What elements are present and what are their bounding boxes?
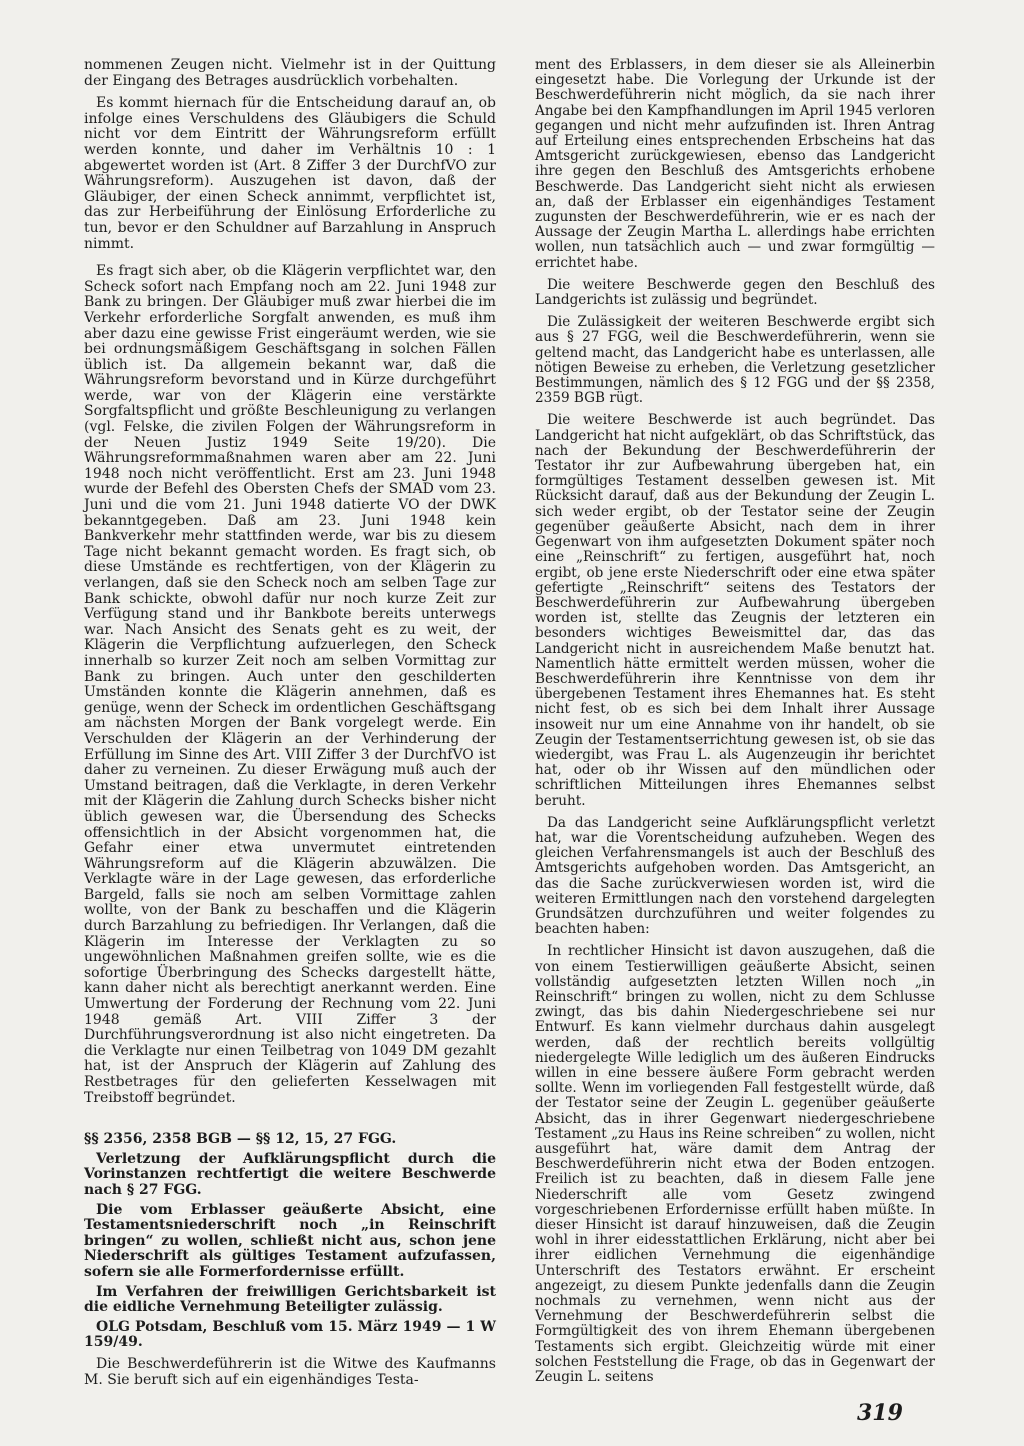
paragraph: In rechtlicher Hinsicht ist davon auszugehen, daß die von einem Testierwilligen geäußerte Absicht, seinen vollständig aufgesetzten letzten Willen noch „in Reinschrift“ bringen zu wollen, nicht zu dem Schlusse zwingt, das bis dahin Niedergeschriebene sei nur Entwurf. Es kann vielmehr durchaus dahin ausgelegt werden, daß der rechtlich bereits vollgültig niedergelegte Wille lediglich um des äußeren Eindrucks willen in eine bessere äußere Form gebracht werden sollte. Wenn im vorliegenden Fall festgestellt würde, daß der Testator seine der Zeugin L. gegenüber geäußerte Absicht, das in ihrer Gegenwart niedergeschriebene Testament „zu Haus ins Reine schreiben“ zu wollen, nicht ausgeführt hat, wäre damit dem Antrag der Beschwerdeführerin nicht etwa der Boden entzogen. Freilich ist zu beachten, daß in diesem Falle jene Niederschrift alle vom Gesetz zwingend vorgeschriebenen Erfordernisse erfüllt haben müßte. In dieser Hinsicht ist darauf hinzuweisen, daß die Zeugin wohl in ihrer eidesstattlichen Erklärung, nicht aber bei ihrer eidlichen Vernehmung die eigenhändige Unterschrift des Testators erwähnt. Er erscheint angezeigt, zu diesem Punkte jedenfalls dann die Zeugin nochmals zu vernehmen, wenn nicht aus der Vernehmung der Beschwerdeführerin selbst die Formgültigkeit des von ihrem Ehemann übergebenen Testaments sich ergibt. Gleichzeitig würde mit einer solchen Feststellung die Frage, ob das in Gegenwart der Zeugin L. seitens xyxy=(535,943,935,1386)
headnote-summary: Im Verfahren der freiwilligen Gerichtsbarkeit ist die eidliche Vernehmung Beteiligter zulässig. xyxy=(84,1283,496,1316)
paragraph: Da das Landgericht seine Aufklärungspflicht verletzt hat, war die Vorentscheidung aufzuheben. Wegen des gleichen Verfahrensmangels ist auch der Beschluß des Amtsgerichts aufgehoben worden. Das Amtsgericht, an das die Sache zurückverwiesen worden ist, wird die weiteren Ermittlungen nach den vorstehend dargelegten Grundsätzen durchzuführen und weiter folgendes zu beachten haben: xyxy=(535,814,935,938)
paragraph: nommenen Zeugen nicht. Vielmehr ist in der Quittung der Eingang des Betrages ausdrücklich vorbehalten. xyxy=(84,57,496,89)
headnote-summary: Verletzung der Aufklärungspflicht durch die Vorinstanzen rechtfertigt die weitere Beschwerde nach § 27 FGG. xyxy=(84,1150,496,1198)
paragraph: Es kommt hiernach für die Entscheidung darauf an, ob infolge eines Verschuldens des Gläubigers die Schuld nicht vor dem Eintritt der Währungsreform erfüllt werden konnte, und daher im Verhältnis 10 : 1 abgewertet worden ist (Art. 8 Ziffer 3 der DurchfVO zur Währungsreform). Auszugehen ist davon, daß der Gläubiger, der einen Scheck annimmt, verpflichtet ist, das zur Herbeiführung der Einlösung Erforderliche zu tun, bevor er den Schuldner auf Barzahlung in Anspruch nimmt. xyxy=(84,95,496,252)
paragraph: Die Zulässigkeit der weiteren Beschwerde ergibt sich aus § 27 FGG, weil die Beschwerdeführerin, wenn sie geltend macht, das Landgericht habe es unterlassen, alle nötigen Beweise zu erheben, die Verletzung gesetzlicher Bestimmungen, nämlich des § 12 FGG und der §§ 2358, 2359 BGB rügt. xyxy=(535,314,935,407)
page-number: 319 xyxy=(857,1400,903,1426)
statute-heading: §§ 2356, 2358 BGB — §§ 12, 15, 27 FGG. xyxy=(84,1131,397,1148)
right-column xyxy=(535,58,935,1392)
paragraph: Die Beschwerdeführerin ist die Witwe des Kaufmanns M. Sie beruft sich auf ein eigenhändiges Testa- xyxy=(84,1355,496,1388)
court-citation: OLG Potsdam, Beschluß vom 15. März 1949 — 1 W 159/49. xyxy=(84,1318,496,1351)
paragraph: ment des Erblassers, in dem dieser sie als Alleinerbin eingesetzt habe. Die Vorlegung der Urkunde ist der Beschwerdeführerin nicht möglich, da sie nach ihrer Angabe bei den Kampfhandlungen im April 1945 verloren gegangen und nicht mehr aufzufinden ist. Ihren Antrag auf Erteilung eines entsprechenden Erbscheins hat das Amtsgericht zurückgewiesen, ebenso das Landgericht ihre gegen den Beschluß des Amtsgerichts erhobene Beschwerde. Das Landgericht sieht nicht als erwiesen an, daß der Erblasser ein eigenhändiges Testament zugunsten der Beschwerdeführerin, wie er es nach der Aussage der Zeugin Martha L. allerdings habe errichten wollen, nun tatsächlich auch — und zwar formgültig — errichtet habe. xyxy=(535,57,935,271)
paragraph: Die weitere Beschwerde ist auch begründet. Das Landgericht hat nicht aufgeklärt, ob das Schriftstück, das nach der Bekundung der Beschwerdeführerin der Testator ihr zur Aufbewahrung übergeben hat, ein formgültiges Testament desselben gewesen ist. Mit Rücksicht darauf, daß aus der Bekundung der Zeugin L. sich weder ergibt, ob der Testator seine der Zeugin gegenüber geäußerte Absicht, nach dem in ihrer Gegenwart von ihm aufgesetzten Dokument später noch eine „Reinschrift“ zu fertigen, ausgeführt hat, noch ergibt, ob jene erste Niederschrift oder eine etwa später gefertigte „Reinschrift“ seitens des Testators der Beschwerdeführerin zur Aufbewahrung übergeben worden ist, stellte das Zeugnis der letzteren ein besonders wichtiges Beweismittel dar, das das Landgericht nicht in ausreichendem Maße benutzt hat. Namentlich hätte ermittelt werden müssen, woher die Beschwerdeführerin ihre Kenntnisse von dem ihr übergebenen Testament ihres Ehemannes hat. Es steht nicht fest, ob es sich bei dem Inhalt ihrer Aussage insoweit nur um eine Annahme von ihr handelt, ob sie Zeugin der Testamentserrichtung gewesen ist, ob sie das wiedergibt, was Frau L. als Augenzeugin ihr berichtet hat, oder ob ihr Wissen auf den mündlichen oder schriftlichen Mitteilungen ihres Ehemannes selbst beruht. xyxy=(535,412,935,809)
paragraph: Es fragt sich aber, ob die Klägerin verpflichtet war, den Scheck sofort nach Empfang noch am 22. Juni 1948 zur Bank zu bringen. Der Gläubiger muß zwar hierbei die im Verkehr erforderliche Sorgfalt anwenden, es muß ihm aber dazu eine gewisse Frist eingeräumt werden, wie sie bei ordnungsmäßigem Geschäftsgang in solchen Fällen üblich ist. Da allgemein bekannt war, daß die Währungsreform bevorstand und in Kürze durchgeführt werde, war von der Klägerin eine verstärkte Sorgfaltspflicht und größte Beschleunigung zu verlangen (vgl. Felske, die zivilen Folgen der Währungsreform in der Neuen Justiz 1949 Seite 19/20). Die Währungsreformmaßnahmen waren aber am 22. Juni 1948 noch nicht veröffentlicht. Erst am 23. Juni 1948 wurde der Befehl des Obersten Chefs der SMAD vom 23. Juni und die vom 21. Juni 1948 datierte VO der DWK bekanntgegeben. Daß am 23. Juni 1948 kein Bankverkehr mehr stattfinden werde, war bis zu diesem Tage nicht bekannt gemacht worden. Es fragt sich, ob diese Umstände es rechtfertigen, von der Klägerin zu verlangen, daß sie den Scheck noch am selben Tage zur Bank schickte, obwohl dafür nur noch kurze Zeit zur Verfügung stand und ihr Bankbote bereits unterwegs war. Nach Ansicht des Senats geht es zu weit, der Klägerin die Verpflichtung aufzuerlegen, den Scheck innerhalb so kurzer Zeit noch am selben Vormittag zur Bank zu bringen. Auch unter den geschilderten Umständen konnte die Klägerin annehmen, daß es genüge, wenn der Scheck im ordentlichen Geschäftsgang am nächsten Morgen der Bank vorgelegt werde. Ein Verschulden der Klägerin an der Verhinderung der Erfüllung im Sinne des Art. VIII Ziffer 3 der DurchfVO ist daher zu verneinen. Zu dieser Erwägung muß auch der Umstand beitragen, daß die Verklagte, in deren Verkehr mit der Klägerin die Zahlung durch Schecks bisher nicht üblich gewesen war, die Übersendung des Schecks offensichtlich in der Absicht vorgenommen hat, die Gefahr einer etwa unvermutet eintretenden Währungsreform auf die Klägerin abzuwälzen. Die Verklagte wäre in der Lage gewesen, das erforderliche Bargeld, falls sie noch am selben Vormittage zahlen wollte, von der Bank zu beschaffen und die Klägerin durch Barzahlung zu befriedigen. Ihr Verlangen, daß die Klägerin im Interesse der Verklagten zu so ungewöhnlichen Maßnahmen greifen sollte, wie es die sofortige Überbringung des Schecks dargestellt hätte, kann daher nicht als berechtigt anerkannt werden. Eine Umwertung der Forderung der Rechnung vom 22. Juni 1948 gemäß Art. VIII Ziffer 3 der Durchführungsverordnung ist also nicht eingetreten. Da die Verklagte nur einen Teilbetrag von 1049 DM gezahlt hat, ist der Anspruch der Klägerin auf Zahlung des Restbetrages für den gelieferten Kesselwagen mit Treibstoff begründet. xyxy=(84,263,496,1106)
paragraph: Die weitere Beschwerde gegen den Beschluß des Landgerichts ist zulässig und begründet. xyxy=(535,276,935,309)
left-column xyxy=(84,58,496,1395)
headnote-summary: Die vom Erblasser geäußerte Absicht, eine Testamentsniederschrift noch „in Reinschrift bringen“ zu wollen, schließt nicht aus, schon jene Niederschrift als gültiges Testament aufzufassen, sofern sie alle Formerfordernisse erfüllt. xyxy=(84,1201,496,1280)
